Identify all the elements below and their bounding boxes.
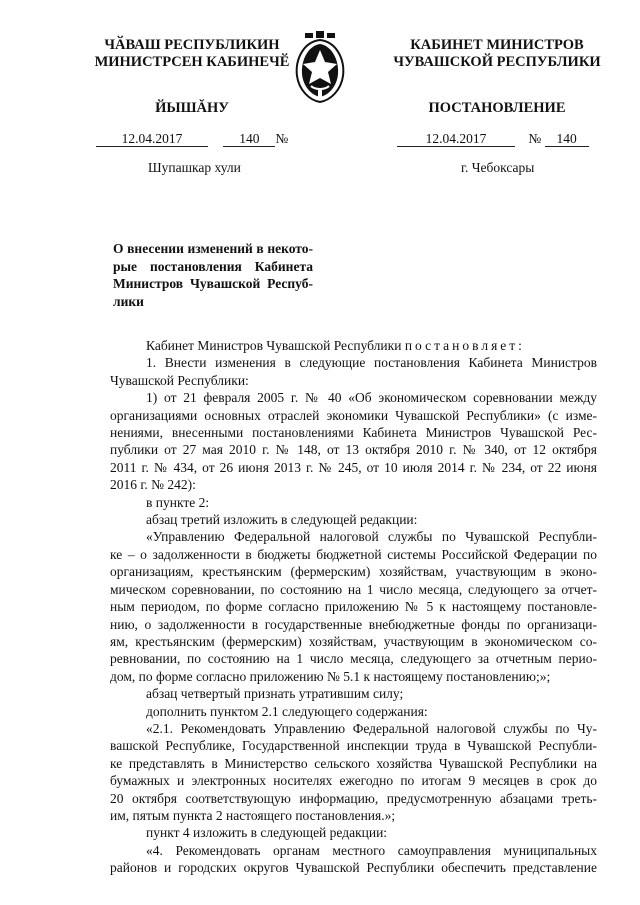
right-number: 140: [545, 132, 589, 147]
right-date: 12.04.2017: [397, 132, 515, 147]
body-line: вашской Республике, Государственной инспекции труда в Чувашской Республи-: [110, 738, 597, 754]
title-line: Министров Чувашской Респуб-: [113, 276, 313, 291]
right-date-line: [397, 131, 597, 147]
left-place: Шупашкар хули: [148, 160, 241, 175]
left-org-name: [92, 37, 292, 71]
left-doc-type: ЙЫШĂНУ: [155, 100, 229, 116]
left-date: 12.04.2017: [96, 132, 208, 147]
body-line: им, пятым пункта 2 настоящего постановления.»;: [110, 807, 396, 823]
body-line: ным периодом, по форме согласно приложению № 5 к настоящему постановле-: [110, 599, 597, 615]
body-line: абзац четвертый признать утратившим силу;: [146, 686, 404, 702]
body-line: ке – о задолженности в бюджеты бюджетной системы Российской Федерации по: [110, 546, 597, 562]
emblem-icon: [291, 30, 349, 104]
title-line: рые постановления Кабинета: [113, 258, 313, 274]
title-line: О внесении изменений в некото-: [113, 241, 313, 256]
body-line: дополнить пунктом 2.1 следующего содержания:: [146, 703, 428, 719]
left-org-line: ЧӐВАШ РЕСПУБЛИКИН: [104, 37, 280, 53]
body-line: 20 октября соответствующую информацию, предусмотренную абзацами треть-: [110, 790, 597, 806]
body-line: мическом соревновании, по состоянию на 1 число месяца, следующего за отчет-: [110, 581, 597, 597]
body-line: публики от 27 мая 2010 г. № 148, от 13 октября 2010 г. № 340, от 12 октября: [110, 442, 597, 458]
right-org-name: [392, 37, 602, 71]
intro-text: Кабинет Министров Чувашской Республики: [146, 338, 402, 353]
document-body: [110, 337, 597, 877]
body-line: пункт 4 изложить в следующей редакции:: [146, 825, 388, 841]
body-intro: [110, 337, 597, 354]
intro-spaced: постановляет:: [404, 338, 525, 353]
left-number-sign: №: [275, 131, 289, 146]
right-place: г. Чебоксары: [461, 160, 535, 175]
left-date-line: [96, 131, 316, 147]
body-line: «2.1. Рекомендовать Управлению Федеральной налоговой службы по Чу-: [146, 720, 597, 736]
body-line: 2016 г. № 242):: [110, 477, 196, 493]
right-org-line: ЧУВАШСКОЙ РЕСПУБЛИКИ: [393, 54, 601, 70]
body-line: «Управлению Федеральной налоговой службы по Чувашской Республи-: [146, 529, 597, 545]
right-doc-type: ПОСТАНОВЛЕНИЕ: [428, 100, 566, 116]
left-number: 140: [223, 132, 275, 147]
body-line: ке представлять в Министерство сельского хозяйства Чувашской Республики на: [110, 755, 597, 771]
body-line: ям, крестьянским (фермерским) хозяйствам, участвующим в экономическом со-: [110, 633, 597, 649]
title-line: лики: [113, 293, 144, 309]
body-line: нию, о задолженности в государственные внебюджетные фонды по организаци-: [110, 616, 597, 632]
document-title: [113, 240, 313, 310]
body-line: в пункте 2:: [146, 494, 210, 510]
body-line: ревновании, по состоянию на 1 число месяца, следующего за отчетным перио-: [110, 651, 597, 667]
body-line: «4. Рекомендовать органам местного самоуправления муниципальных: [146, 842, 597, 858]
body-line: 2011 г. № 434, от 26 июня 2013 г. № 245, от 10 июля 2014 г. № 234, от 22 июня: [110, 459, 597, 475]
body-line: организациями основных отраслей экономики Чувашской Республики» (с изме-: [110, 407, 597, 423]
body-line: организациям, крестьянским (фермерским) хозяйствам, участвующим в эконо-: [110, 564, 597, 580]
right-number-sign: №: [528, 131, 542, 146]
left-org-line: МИНИСТРСЕН КАБИНЕЧӖ: [94, 54, 290, 70]
body-line: дом, по форме согласно приложению № 5.1 к настоящему постановлению;»;: [110, 668, 551, 684]
body-line: районов и городских округов Чувашской Республики обеспечить представление: [110, 860, 597, 876]
body-line: бумажных и электронных носителях ежегодно по итогам 9 месяцев в срок до: [110, 773, 597, 789]
body-line: 1. Внести изменения в следующие постановления Кабинета Министров: [146, 355, 597, 371]
body-line: 1) от 21 февраля 2005 г. № 40 «Об экономическом соревновании между: [146, 390, 597, 406]
body-line: нениями, внесенными постановлениями Кабинета Министров Чувашской Рес-: [110, 425, 597, 441]
right-org-line: КАБИНЕТ МИНИСТРОВ: [410, 37, 584, 53]
body-line: абзац третий изложить в следующей редакции:: [146, 512, 418, 528]
body-line: Чувашской Республики:: [110, 372, 249, 388]
